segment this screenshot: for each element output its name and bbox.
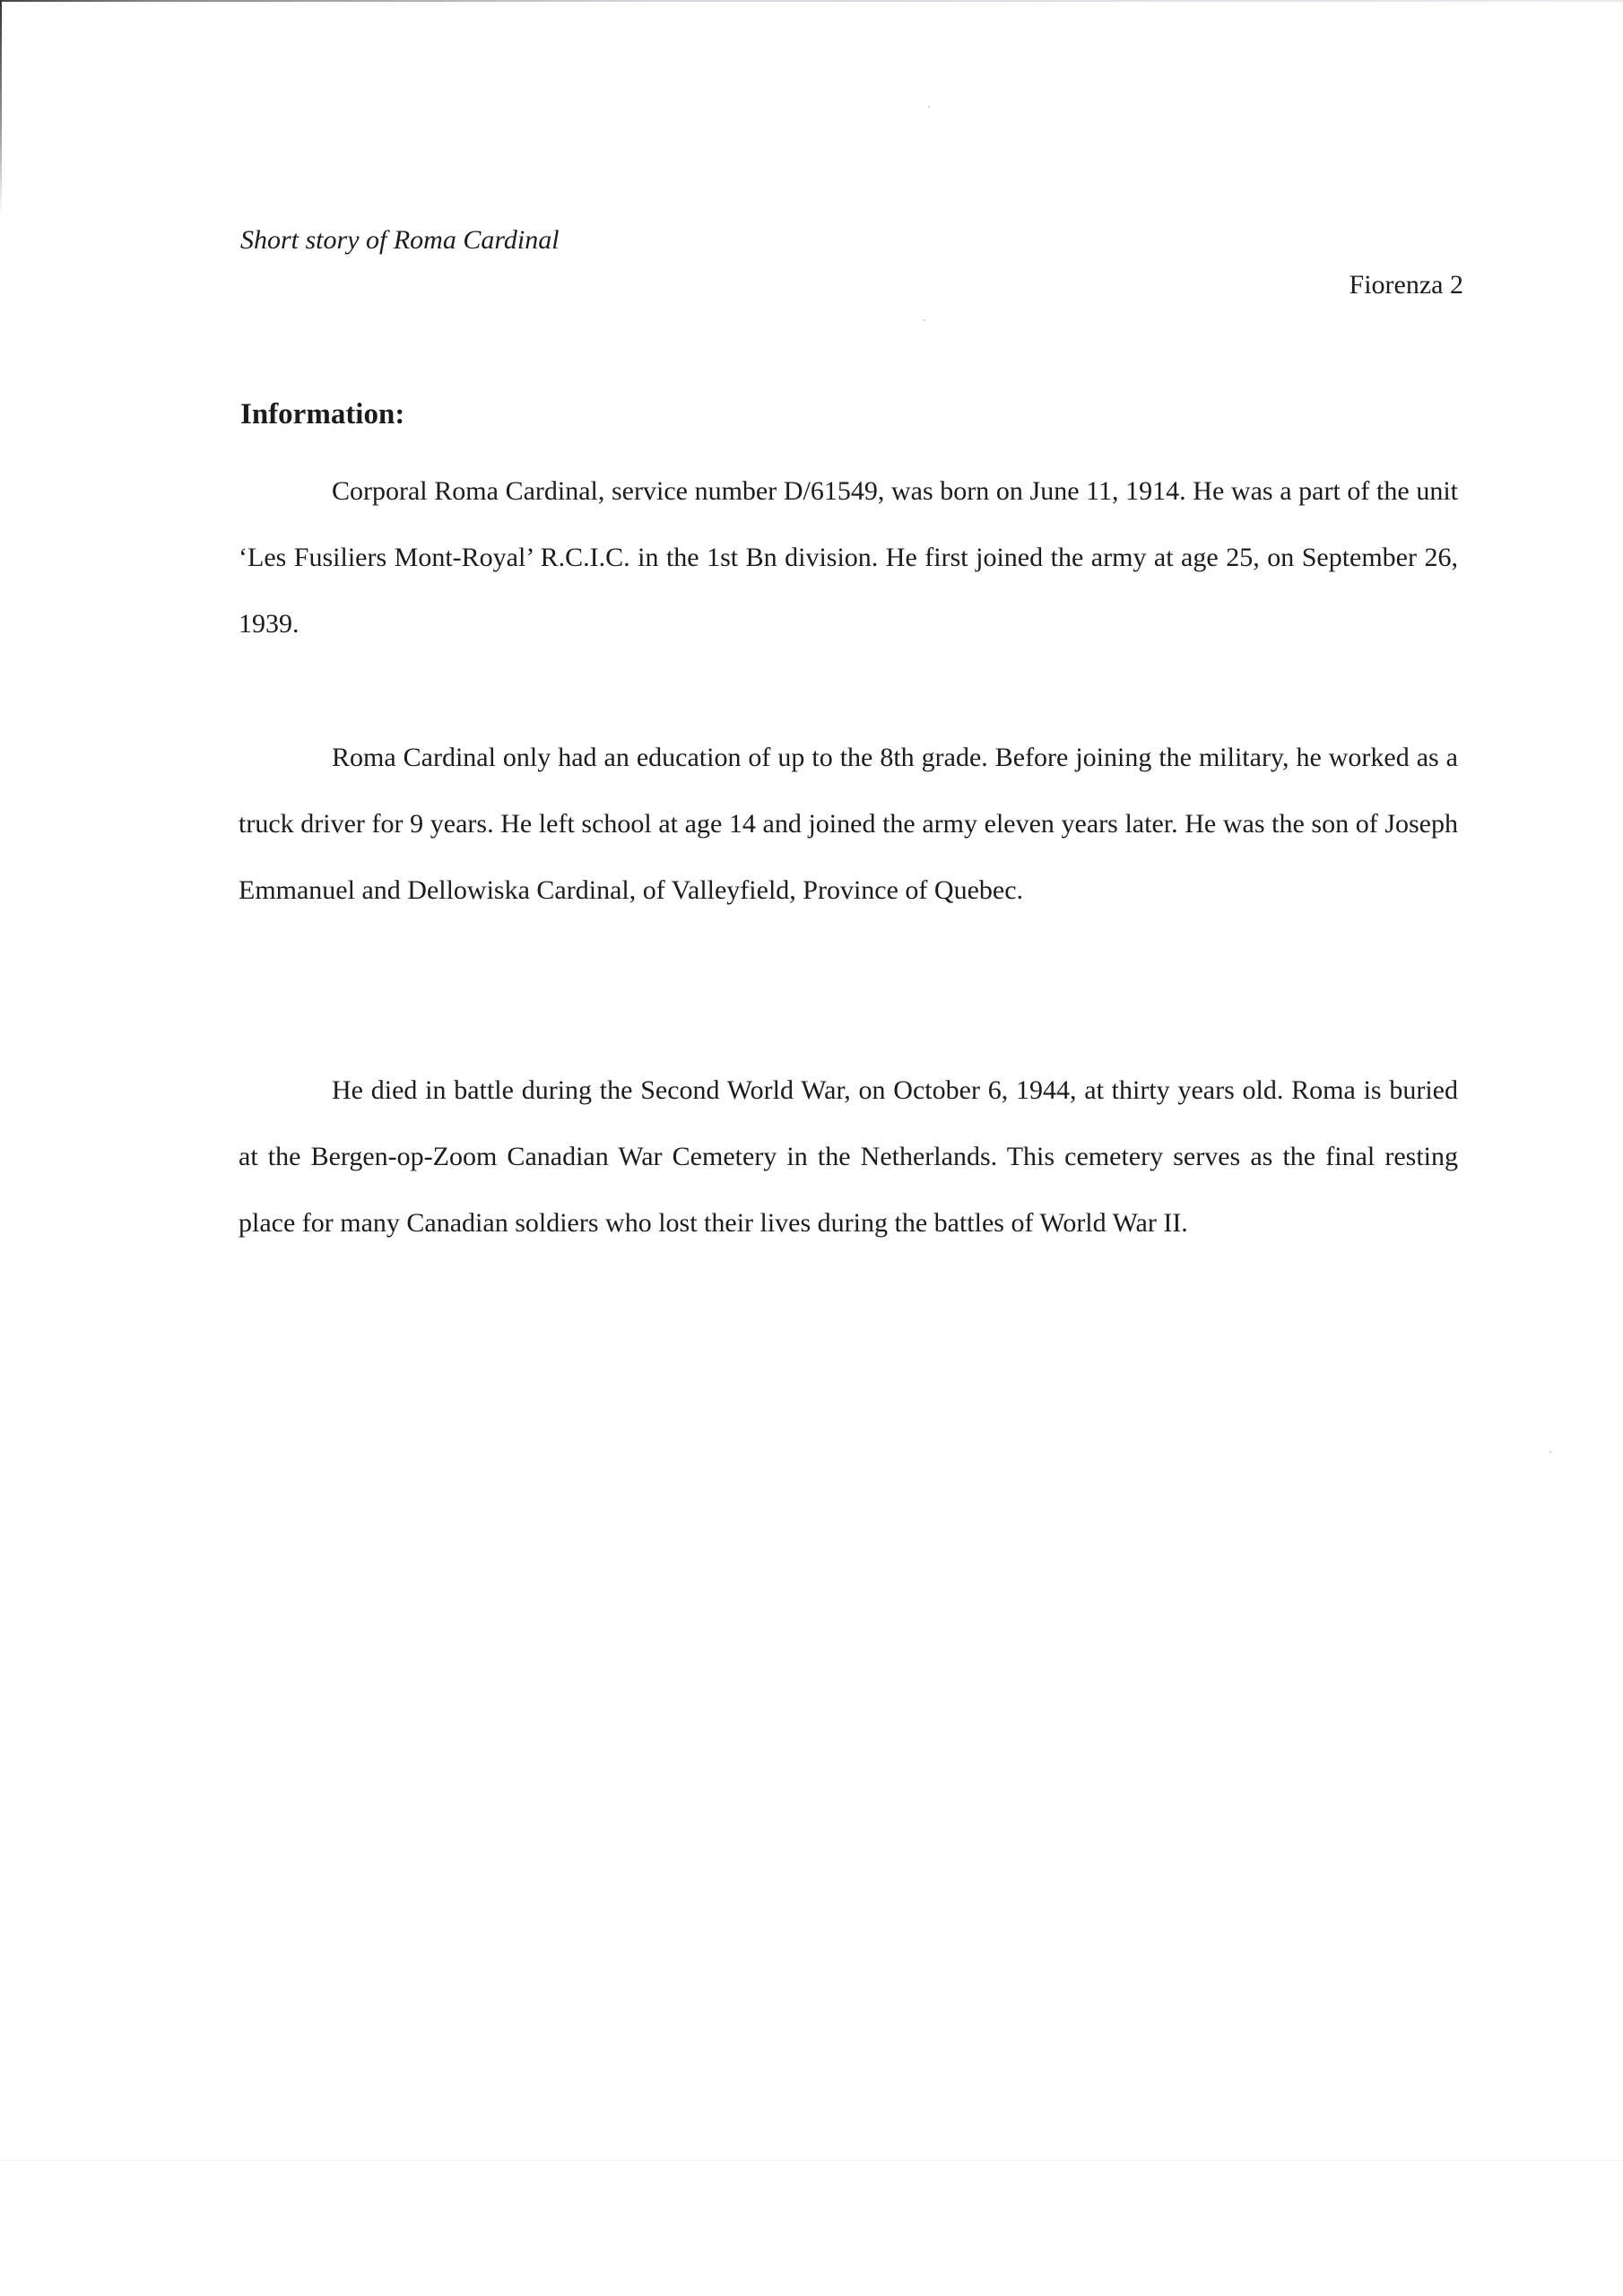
scan-speck xyxy=(928,106,930,108)
scan-edge-bottom xyxy=(0,2160,1623,2161)
scan-speck xyxy=(924,319,925,321)
paragraph-background: Roma Cardinal only had an education of up to the 8th grade. Before joining the military, he worked as a truck driver for 9 years. He left school at age 14 and joined the army eleven years later. He was the son of Joseph Emmanuel and Dellowiska Cardinal, of Valleyfield, Province of Quebec. xyxy=(239,743,1458,905)
section-heading: Information: xyxy=(240,398,405,430)
page-header-label: Fiorenza 2 xyxy=(1349,270,1463,300)
document-title: Short story of Roma Cardinal xyxy=(240,225,560,255)
paragraph-service-info: Corporal Roma Cardinal, service number D/61549, was born on June 11, 1914. He was a part of the unit ‘Les Fusiliers Mont-Royal’ R.C.I.C. in the 1st Bn division. He first joined the army at age 25, on September 26, 1939. xyxy=(239,476,1458,639)
scan-speck xyxy=(1549,1451,1551,1453)
scan-edge-left xyxy=(0,0,2,215)
paragraph-death-burial: He died in battle during the Second World War, on October 6, 1944, at thirty years old. Roma is buried at the Bergen-op-Zoom Canadian War Cemetery in the Netherlands. This cemetery serves as the final resting place for many Canadian soldiers who lost their lives during the battles of World War II. xyxy=(239,1075,1458,1238)
scan-edge-top xyxy=(0,0,1623,2)
